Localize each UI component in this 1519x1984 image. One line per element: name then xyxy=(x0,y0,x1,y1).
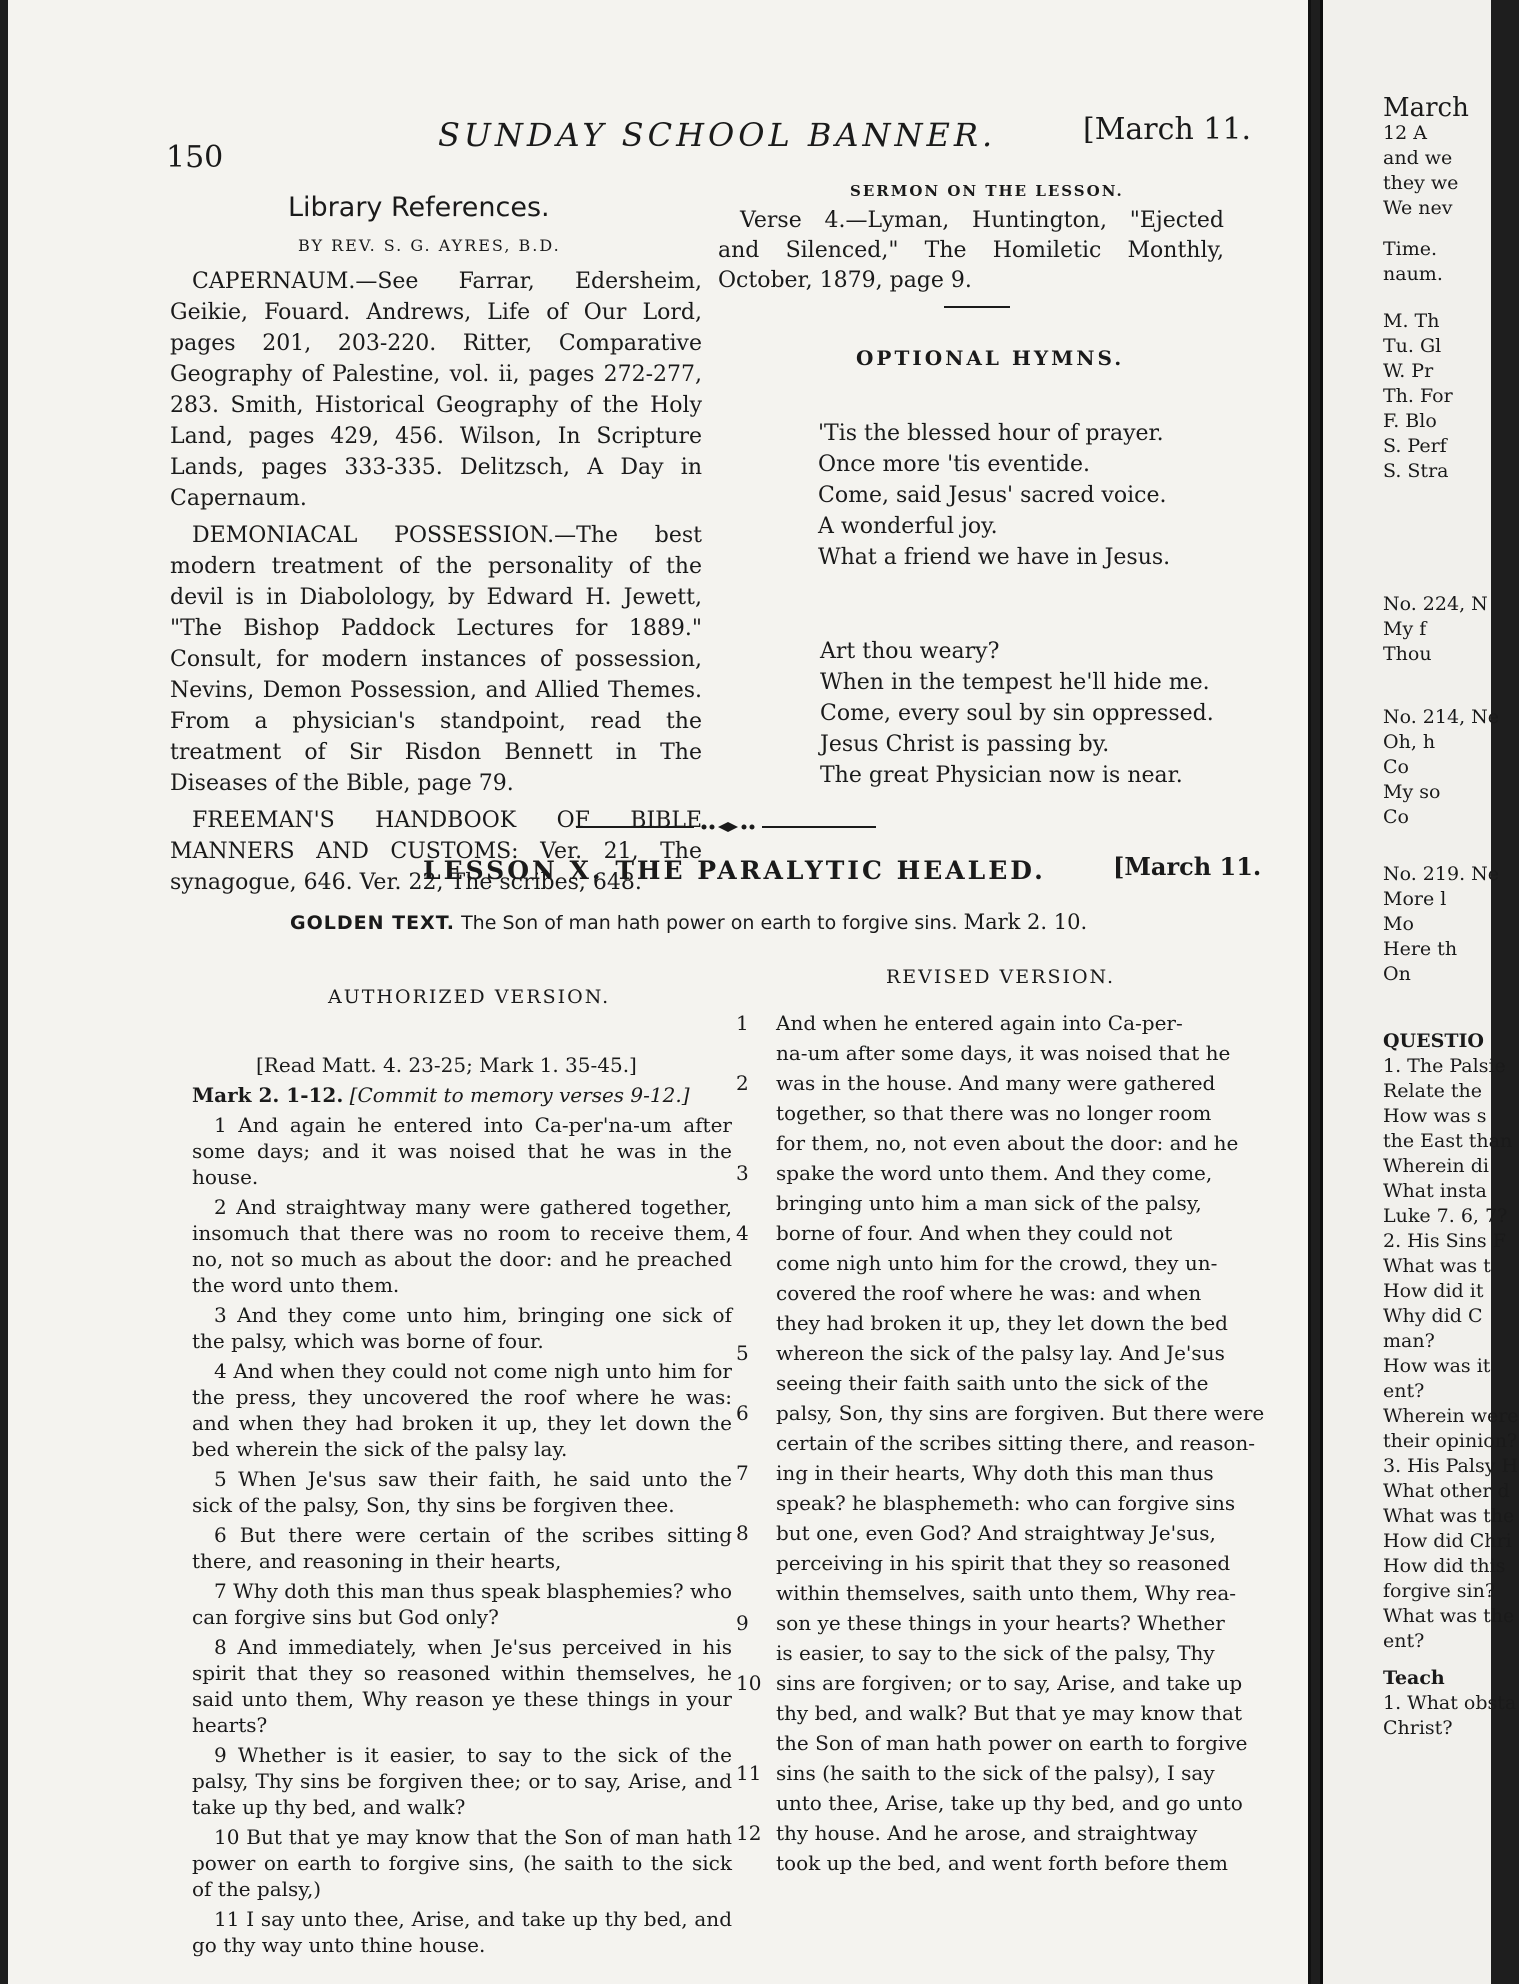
revised-line xyxy=(736,1458,1216,1488)
revised-line xyxy=(736,1218,1216,1248)
revised-line-text: perceiving in his spirit that they so reasoned xyxy=(776,1551,1231,1575)
revised-line-text: was in the house. And many were gathered xyxy=(776,1071,1216,1095)
facing-page-line: 2. His Sins F xyxy=(1383,1230,1506,1252)
verse-number: 2 xyxy=(736,1071,749,1095)
facing-page-line: How did it xyxy=(1383,1280,1484,1302)
verse: 4 And when they could not come nigh unto him for the press, they uncovered the roof where he was: and when they had broken it up, they let down the bed wherein the sick of the palsy lay. xyxy=(192,1359,732,1461)
verse: 3 And they come unto him, bringing one sick of the palsy, which was borne of four. xyxy=(192,1303,732,1353)
facing-page-line: What was the xyxy=(1383,1605,1515,1627)
revised-line-text: certain of the scribes sitting there, and reason- xyxy=(776,1431,1256,1455)
golden-text-label: GOLDEN TEXT. xyxy=(290,912,456,934)
revised-line xyxy=(736,1428,1256,1458)
facing-page-line: Time. xyxy=(1383,238,1438,260)
memory-verse-note: [Commit to memory verses 9-12.] xyxy=(349,1083,690,1107)
revised-line xyxy=(736,1278,1216,1308)
authorized-version-heading: AUTHORIZED VERSION. xyxy=(328,986,611,1008)
facing-page-line: What other d xyxy=(1383,1480,1510,1502)
library-paragraph-possession: DEMONIACAL POSSESSION.—The best modern treatment of the personality of the devil is in Diabolology, by Edward H. Jewett, "The Bishop Paddock Lectures for 1889." Consult, for modern instances of possession, Nevins, Demon Possession, and Allied Themes. From a physician's standpoint, read the treatment of Sir Risdon Bennett in The Diseases of the Bible, page 79. xyxy=(170,523,702,796)
revised-line-text: son ye these things in your hearts? Whether xyxy=(776,1611,1225,1635)
page-number: 150 xyxy=(166,140,224,175)
revised-line-text: together, so that there was no longer room xyxy=(776,1101,1212,1125)
revised-line-text: they had broken it up, they let down the bed xyxy=(776,1311,1228,1335)
library-references-body xyxy=(170,266,702,904)
verse-number: 6 xyxy=(736,1401,749,1425)
revised-line xyxy=(736,1578,1237,1608)
revised-line-text: took up the bed, and went forth before them xyxy=(776,1851,1228,1875)
facing-page-line: M. Th xyxy=(1383,310,1440,332)
hymn-item: Jesus Christ is passing by. xyxy=(820,732,1110,757)
verse-number: 3 xyxy=(736,1161,749,1185)
scripture-reference xyxy=(192,1082,732,1108)
hymn-item: What a friend we have in Jesus. xyxy=(818,545,1171,570)
revised-line-text: whereon the sick of the palsy lay. And Je'sus xyxy=(776,1341,1225,1365)
library-paragraph-capernaum: CAPERNAUM.—See Farrar, Edersheim, Geikie, Fouard. Andrews, Life of Our Lord, pages 201, 203-220. Ritter, Comparative Geography of Palestine, vol. ii, pages 272-277, 283. Smith, Historical Geography of the Holy Land, pages 429, 456. Wilson, In Scripture Lands, pages 333-335. Delitzsch, A Day in Capernaum. xyxy=(170,269,702,511)
verse-number: 11 xyxy=(736,1761,762,1785)
verse: 7 Why doth this man thus speak blasphemies? who can forgive sins but God only? xyxy=(192,1579,732,1629)
revised-line xyxy=(736,1758,1216,1788)
verse-number: 1 xyxy=(736,1011,749,1035)
facing-page-line: No. 214, Ne xyxy=(1383,706,1500,728)
facing-page-line: Tu. Gl xyxy=(1383,335,1442,357)
facing-page-line: Oh, h xyxy=(1383,731,1436,753)
facing-page-line: My so xyxy=(1383,781,1441,803)
hymn-item: When in the tempest he'll hide me. xyxy=(820,670,1210,695)
running-title: SUNDAY SCHOOL BANNER. xyxy=(438,116,997,154)
golden-text xyxy=(290,910,1087,934)
verse: 10 But that ye may know that the Son of man hath power on earth to forgive sins, (he saith to the sick of the palsy,) xyxy=(192,1825,732,1901)
revised-line-text: seeing their faith saith unto the sick of the xyxy=(776,1371,1209,1395)
revised-line xyxy=(736,1638,1216,1668)
revised-line-text: unto thee, Arise, take up thy bed, and go unto xyxy=(776,1791,1243,1815)
hymn-item: Art thou weary? xyxy=(820,639,1000,664)
facing-page-line: My f xyxy=(1383,618,1427,640)
facing-page-line: On xyxy=(1383,963,1411,985)
facing-page-line: 12 A xyxy=(1383,122,1427,144)
revised-line-text: covered the roof where he was: and when xyxy=(776,1281,1202,1305)
header-date: [March 11. xyxy=(1083,112,1252,147)
verse-number: 12 xyxy=(736,1821,762,1845)
revised-line-text: borne of four. And when they could not xyxy=(776,1221,1173,1245)
revised-line-text: is easier, to say to the sick of the palsy, Thy xyxy=(776,1641,1215,1665)
hymn-list-2 xyxy=(820,636,1214,791)
revised-line xyxy=(736,1488,1236,1518)
revised-line-text: sins are forgiven; or to say, Arise, and take up xyxy=(776,1671,1243,1695)
revised-line-text: spake the word unto them. And they come, xyxy=(776,1161,1213,1185)
facing-page-line: they we xyxy=(1383,172,1459,194)
sermon-text: Verse 4.—Lyman, Huntington, "Ejected and Silenced," The Homiletic Monthly, October, 1879, page 9. xyxy=(718,208,1224,293)
verse-number: 5 xyxy=(736,1341,749,1365)
revised-line xyxy=(736,1368,1216,1398)
facing-page-line: What was the xyxy=(1383,1505,1515,1527)
library-paragraph-freeman: FREEMAN'S HANDBOOK OF BIBLE MANNERS AND CUSTOMS: Ver. 21, The synagogue, 646. Ver. 22, The scribes, 648. xyxy=(170,808,702,895)
authorized-version-text xyxy=(192,1052,732,1962)
facing-page-line: What insta xyxy=(1383,1180,1487,1202)
hymn-item: Come, every soul by sin oppressed. xyxy=(820,701,1214,726)
facing-page-line: How did Chri xyxy=(1383,1530,1512,1552)
facing-page-line: ent? xyxy=(1383,1380,1425,1402)
facing-page-line: No. 224, N xyxy=(1383,593,1488,615)
facing-page-line: forgive sin? xyxy=(1383,1580,1496,1602)
facing-page-line: W. Pr xyxy=(1383,360,1434,382)
verse: 1 And again he entered into Ca-per'na-um after some days; and it was noised that he was in the house. xyxy=(192,1113,732,1189)
facing-page-line: S. Perf xyxy=(1383,435,1447,457)
facing-page-line: Why did C xyxy=(1383,1305,1483,1327)
revised-line-text: palsy, Son, thy sins are forgiven. But there were xyxy=(776,1401,1265,1425)
facing-page-line: man? xyxy=(1383,1330,1435,1352)
revised-line xyxy=(736,1248,1216,1278)
revised-line xyxy=(736,1338,1225,1368)
facing-page-line: the East than xyxy=(1383,1130,1513,1152)
verse-number: 9 xyxy=(736,1611,749,1635)
revised-line-text: the Son of man hath power on earth to forgive xyxy=(776,1731,1248,1755)
revised-line xyxy=(736,1128,1239,1158)
revised-version-text xyxy=(736,1008,1265,1878)
revised-line-text: thy house. And he arose, and straightway xyxy=(776,1821,1198,1845)
facing-page-line: 1. The Palsie xyxy=(1383,1055,1506,1077)
facing-page-line: More l xyxy=(1383,888,1447,910)
library-references-heading: Library References. xyxy=(288,192,550,223)
facing-page-line: 1. What obsta xyxy=(1383,1692,1517,1714)
verse: 9 Whether is it easier, to say to the sick of the palsy, Thy sins be forgiven thee; or to say, Arise, and take up thy bed, and walk? xyxy=(192,1743,732,1819)
verse: 11 I say unto thee, Arise, and take up thy bed, and go thy way unto thine house. xyxy=(192,1907,732,1957)
lesson-title: LESSON X. THE PARALYTIC HEALED. xyxy=(423,856,1046,885)
facing-page-line: S. Stra xyxy=(1383,460,1449,482)
facing-page-line: Co xyxy=(1383,756,1409,778)
facing-page-line: Wherein di xyxy=(1383,1155,1489,1177)
facing-page-line: Thou xyxy=(1383,643,1432,665)
facing-page-line: Co xyxy=(1383,806,1409,828)
revised-lines xyxy=(736,1008,1265,1878)
verse: 8 And immediately, when Je'sus perceived in his spirit that they so reasoned within themselves, he said unto them, Why reason ye these things in your hearts? xyxy=(192,1635,732,1737)
revised-line xyxy=(736,1308,1228,1338)
facing-page-line: Wherein were xyxy=(1383,1405,1519,1427)
library-byline: BY REV. S. G. AYRES, B.D. xyxy=(298,236,561,255)
verse-number: 10 xyxy=(736,1671,762,1695)
facing-page-line: March xyxy=(1383,93,1469,123)
revised-line-text: come nigh unto him for the crowd, they un- xyxy=(776,1251,1218,1275)
golden-text-reference: Mark 2. 10. xyxy=(963,910,1088,934)
golden-text-quote: The Son of man hath power on earth to forgive sins. xyxy=(461,912,958,934)
verse: 2 And straightway many were gathered together, insomuch that there was no room to receive them, no, not so much as about the door: and he preached the word unto them. xyxy=(192,1195,732,1297)
revised-line xyxy=(736,1698,1242,1728)
facing-page-line: How was s xyxy=(1383,1105,1487,1127)
hymn-item: 'Tis the blessed hour of prayer. xyxy=(818,421,1164,446)
revised-line-text: ing in their hearts, Why doth this man thus xyxy=(776,1461,1214,1485)
facing-page-line: How did this xyxy=(1383,1555,1506,1577)
hymn-item: A wonderful joy. xyxy=(818,514,998,539)
verse: 6 But there were certain of the scribes sitting there, and reasoning in their hearts, xyxy=(192,1523,732,1573)
revised-line xyxy=(736,1008,1216,1038)
page-sheet xyxy=(8,0,1311,1984)
revised-line xyxy=(736,1848,1228,1878)
revised-line-text: na-um after some days, it was noised that he xyxy=(776,1041,1231,1065)
sermon-body xyxy=(718,206,1224,302)
hymn-item: The great Physician now is near. xyxy=(820,763,1183,788)
revised-line xyxy=(736,1158,1216,1188)
read-reference: [Read Matt. 4. 23-25; Mark 1. 35-45.] xyxy=(256,1053,637,1077)
facing-page-line: Here th xyxy=(1383,938,1458,960)
revised-line-text: for them, no, not even about the door: and he xyxy=(776,1131,1239,1155)
revised-line xyxy=(736,1728,1248,1758)
revised-line xyxy=(736,1518,1216,1548)
lesson-date: [March 11. xyxy=(1113,852,1262,881)
facing-page-line: Luke 7. 6, 7? xyxy=(1383,1205,1508,1227)
facing-page-line: and we xyxy=(1383,147,1453,169)
revised-line xyxy=(736,1398,1265,1428)
revised-line xyxy=(736,1548,1231,1578)
facing-page-line: Th. For xyxy=(1383,385,1453,407)
facing-page-line: 3. His Palsy H xyxy=(1383,1455,1519,1477)
facing-page-line: Mo xyxy=(1383,913,1414,935)
revised-line-text: thy bed, and walk? But that ye may know that xyxy=(776,1701,1242,1725)
facing-page-line: their opinion? xyxy=(1383,1430,1518,1452)
sermon-divider xyxy=(944,306,1010,308)
revised-line xyxy=(736,1608,1225,1638)
hymn-item: Once more 'tis eventide. xyxy=(818,452,1090,477)
facing-page-line: Relate the xyxy=(1383,1080,1482,1102)
facing-page-line: F. Blo xyxy=(1383,410,1437,432)
revised-line xyxy=(736,1788,1243,1818)
mark-reference: Mark 2. 1-12. xyxy=(192,1083,344,1107)
revised-line-text: within themselves, saith unto them, Why rea- xyxy=(776,1581,1237,1605)
facing-page-line: Christ? xyxy=(1383,1717,1453,1739)
revised-line xyxy=(736,1188,1216,1218)
sermon-heading: SERMON ON THE LESSON. xyxy=(850,182,1124,200)
facing-page-line: naum. xyxy=(1383,263,1443,285)
revised-line-text: sins (he saith to the sick of the palsy), I say xyxy=(776,1761,1215,1785)
revised-line-text: but one, even God? And straightway Je'sus, xyxy=(776,1521,1216,1545)
hymn-item: Come, said Jesus' sacred voice. xyxy=(818,483,1167,508)
revised-version-heading: REVISED VERSION. xyxy=(886,966,1116,988)
facing-page-line: How was it xyxy=(1383,1355,1491,1377)
revised-line-text: bringing unto him a man sick of the palsy, xyxy=(776,1191,1202,1215)
facing-page-line: We nev xyxy=(1383,197,1453,219)
facing-page-text xyxy=(1383,93,1519,1741)
revised-line xyxy=(736,1038,1231,1068)
ornamental-divider xyxy=(576,820,876,834)
facing-page-lines xyxy=(1383,93,1519,1741)
facing-page-line: Teach xyxy=(1383,1667,1445,1689)
optional-hymns-heading: OPTIONAL HYMNS. xyxy=(856,346,1125,370)
facing-page-line: ent? xyxy=(1383,1630,1425,1652)
verse: 5 When Je'sus saw their faith, he said unto the sick of the palsy, Son, thy sins be forgiven thee. xyxy=(192,1467,732,1517)
facing-page-line: What was t xyxy=(1383,1255,1491,1277)
verse-number: 8 xyxy=(736,1521,749,1545)
revised-line xyxy=(736,1098,1216,1128)
facing-page-line: QUESTIO xyxy=(1383,1030,1484,1052)
verse-number: 7 xyxy=(736,1461,749,1485)
hymn-list-1 xyxy=(818,418,1170,573)
revised-line-text: And when he entered again into Ca-per- xyxy=(776,1011,1183,1035)
verse-number: 4 xyxy=(736,1221,749,1245)
revised-line-text: speak? he blasphemeth: who can forgive sins xyxy=(776,1491,1236,1515)
facing-page-edge xyxy=(1320,0,1519,1984)
revised-line xyxy=(736,1818,1216,1848)
facing-page-line: No. 219. Ne xyxy=(1383,863,1500,885)
revised-line xyxy=(736,1668,1243,1698)
revised-line xyxy=(736,1068,1216,1098)
